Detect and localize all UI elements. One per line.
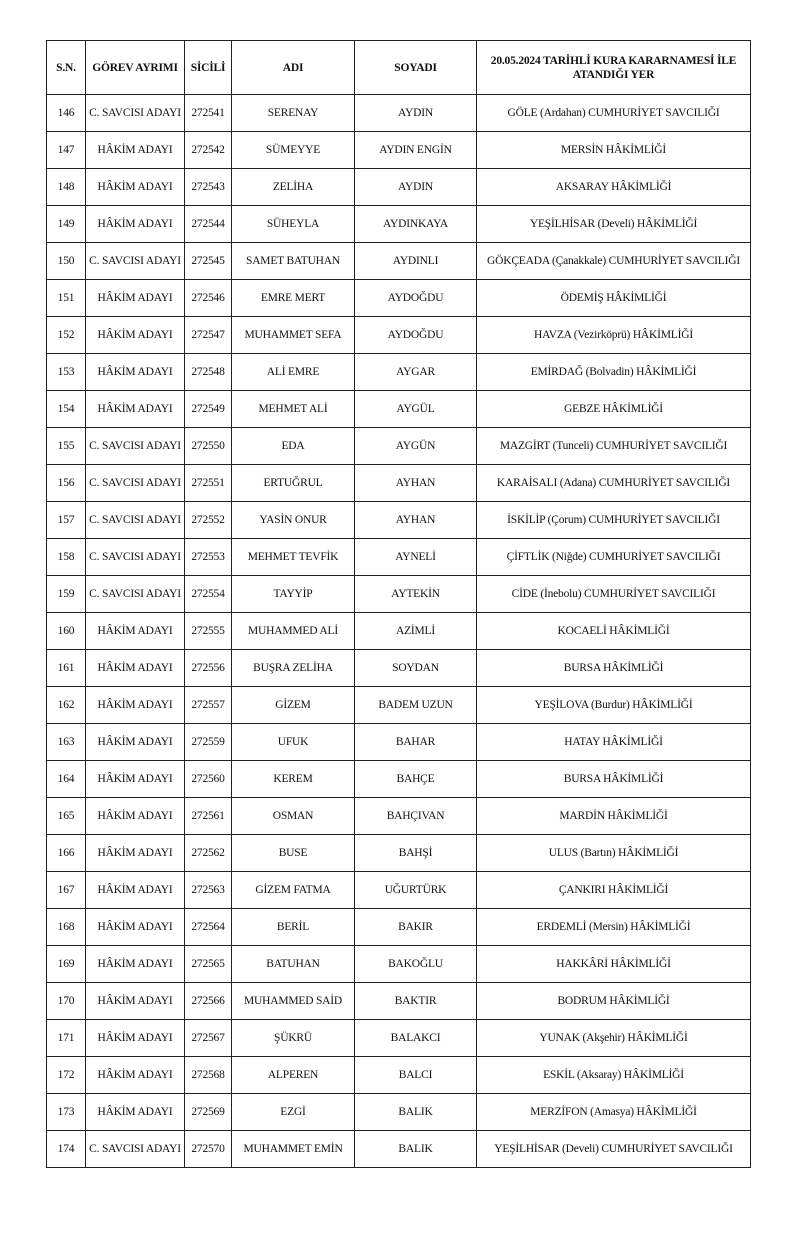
cell-sn: 161 bbox=[47, 650, 86, 687]
cell-sicil: 272546 bbox=[185, 280, 232, 317]
cell-sn: 154 bbox=[47, 391, 86, 428]
cell-gorev: HÂKİM ADAYI bbox=[86, 206, 185, 243]
cell-sicil: 272556 bbox=[185, 650, 232, 687]
cell-adi: SERENAY bbox=[232, 95, 355, 132]
cell-gorev: HÂKİM ADAYI bbox=[86, 835, 185, 872]
cell-yer: BODRUM HÂKİMLİĞİ bbox=[477, 983, 751, 1020]
cell-adi: SÜHEYLA bbox=[232, 206, 355, 243]
table-row bbox=[47, 798, 751, 835]
cell-sicil: 272549 bbox=[185, 391, 232, 428]
table-row bbox=[47, 1020, 751, 1057]
header-adi: ADI bbox=[232, 41, 355, 95]
cell-soyadi: AYDIN bbox=[355, 95, 477, 132]
cell-yer: İSKİLİP (Çorum) CUMHURİYET SAVCILIĞI bbox=[477, 502, 751, 539]
cell-soyadi: AZİMLİ bbox=[355, 613, 477, 650]
table-row bbox=[47, 1057, 751, 1094]
cell-adi: ŞÜKRÜ bbox=[232, 1020, 355, 1057]
cell-sn: 164 bbox=[47, 761, 86, 798]
cell-soyadi: BAHŞİ bbox=[355, 835, 477, 872]
cell-gorev: HÂKİM ADAYI bbox=[86, 317, 185, 354]
appointment-table bbox=[46, 40, 751, 1168]
cell-adi: EDA bbox=[232, 428, 355, 465]
cell-yer: YEŞİLHİSAR (Develi) HÂKİMLİĞİ bbox=[477, 206, 751, 243]
cell-soyadi: BALIK bbox=[355, 1094, 477, 1131]
cell-gorev: HÂKİM ADAYI bbox=[86, 761, 185, 798]
cell-yer: KOCAELİ HÂKİMLİĞİ bbox=[477, 613, 751, 650]
table-row bbox=[47, 465, 751, 502]
table-row bbox=[47, 391, 751, 428]
cell-adi: ERTUĞRUL bbox=[232, 465, 355, 502]
cell-adi: BATUHAN bbox=[232, 946, 355, 983]
cell-soyadi: AYGÜL bbox=[355, 391, 477, 428]
cell-yer: MARDİN HÂKİMLİĞİ bbox=[477, 798, 751, 835]
cell-adi: SAMET BATUHAN bbox=[232, 243, 355, 280]
cell-yer: KARAİSALI (Adana) CUMHURİYET SAVCILIĞI bbox=[477, 465, 751, 502]
cell-sicil: 272552 bbox=[185, 502, 232, 539]
cell-sicil: 272566 bbox=[185, 983, 232, 1020]
table-row bbox=[47, 502, 751, 539]
table-row bbox=[47, 724, 751, 761]
cell-gorev: C. SAVCISI ADAYI bbox=[86, 465, 185, 502]
cell-adi: MEHMET ALİ bbox=[232, 391, 355, 428]
cell-soyadi: BAKTIR bbox=[355, 983, 477, 1020]
cell-soyadi: AYHAN bbox=[355, 502, 477, 539]
cell-adi: TAYYİP bbox=[232, 576, 355, 613]
cell-adi: BERİL bbox=[232, 909, 355, 946]
header-row bbox=[47, 41, 751, 95]
cell-sicil: 272551 bbox=[185, 465, 232, 502]
cell-soyadi: BALCI bbox=[355, 1057, 477, 1094]
cell-sn: 170 bbox=[47, 983, 86, 1020]
cell-adi: BUŞRA ZELİHA bbox=[232, 650, 355, 687]
table-row bbox=[47, 835, 751, 872]
cell-adi: ALİ EMRE bbox=[232, 354, 355, 391]
cell-gorev: HÂKİM ADAYI bbox=[86, 650, 185, 687]
cell-sn: 157 bbox=[47, 502, 86, 539]
cell-sn: 174 bbox=[47, 1131, 86, 1168]
cell-yer: ÇANKIRI HÂKİMLİĞİ bbox=[477, 872, 751, 909]
cell-adi: GİZEM bbox=[232, 687, 355, 724]
cell-yer: ULUS (Bartın) HÂKİMLİĞİ bbox=[477, 835, 751, 872]
cell-sicil: 272542 bbox=[185, 132, 232, 169]
cell-soyadi: BAKOĞLU bbox=[355, 946, 477, 983]
cell-sn: 172 bbox=[47, 1057, 86, 1094]
cell-adi: MUHAMMED ALİ bbox=[232, 613, 355, 650]
table-row bbox=[47, 650, 751, 687]
cell-sn: 153 bbox=[47, 354, 86, 391]
cell-soyadi: AYDOĞDU bbox=[355, 280, 477, 317]
cell-sicil: 272564 bbox=[185, 909, 232, 946]
cell-gorev: HÂKİM ADAYI bbox=[86, 1057, 185, 1094]
cell-sicil: 272541 bbox=[185, 95, 232, 132]
cell-gorev: HÂKİM ADAYI bbox=[86, 132, 185, 169]
cell-sn: 171 bbox=[47, 1020, 86, 1057]
cell-yer: HAVZA (Vezirköprü) HÂKİMLİĞİ bbox=[477, 317, 751, 354]
cell-adi: SÜMEYYE bbox=[232, 132, 355, 169]
header-sicil: SİCİLİ bbox=[185, 41, 232, 95]
cell-sicil: 272554 bbox=[185, 576, 232, 613]
table-row bbox=[47, 983, 751, 1020]
cell-sicil: 272557 bbox=[185, 687, 232, 724]
cell-soyadi: AYDOĞDU bbox=[355, 317, 477, 354]
table-row bbox=[47, 95, 751, 132]
cell-sicil: 272547 bbox=[185, 317, 232, 354]
cell-yer: GEBZE HÂKİMLİĞİ bbox=[477, 391, 751, 428]
table-row bbox=[47, 687, 751, 724]
cell-sn: 158 bbox=[47, 539, 86, 576]
cell-gorev: HÂKİM ADAYI bbox=[86, 798, 185, 835]
cell-gorev: C. SAVCISI ADAYI bbox=[86, 539, 185, 576]
cell-soyadi: AYDINLI bbox=[355, 243, 477, 280]
cell-adi: MUHAMMET EMİN bbox=[232, 1131, 355, 1168]
header-soyadi: SOYADI bbox=[355, 41, 477, 95]
cell-adi: MUHAMMET SEFA bbox=[232, 317, 355, 354]
cell-soyadi: BALAKCI bbox=[355, 1020, 477, 1057]
cell-gorev: HÂKİM ADAYI bbox=[86, 613, 185, 650]
cell-gorev: HÂKİM ADAYI bbox=[86, 354, 185, 391]
cell-sicil: 272548 bbox=[185, 354, 232, 391]
cell-yer: BURSA HÂKİMLİĞİ bbox=[477, 761, 751, 798]
cell-sn: 166 bbox=[47, 835, 86, 872]
cell-yer: YEŞİLHİSAR (Develi) CUMHURİYET SAVCILIĞI bbox=[477, 1131, 751, 1168]
cell-yer: MERSİN HÂKİMLİĞİ bbox=[477, 132, 751, 169]
cell-yer: MERZİFON (Amasya) HÂKİMLİĞİ bbox=[477, 1094, 751, 1131]
cell-sicil: 272561 bbox=[185, 798, 232, 835]
table-row bbox=[47, 280, 751, 317]
cell-sn: 160 bbox=[47, 613, 86, 650]
table-row bbox=[47, 761, 751, 798]
cell-sn: 148 bbox=[47, 169, 86, 206]
table-row bbox=[47, 354, 751, 391]
table-row bbox=[47, 206, 751, 243]
table-header bbox=[47, 41, 751, 95]
cell-soyadi: AYNELİ bbox=[355, 539, 477, 576]
cell-gorev: HÂKİM ADAYI bbox=[86, 1094, 185, 1131]
table-row bbox=[47, 946, 751, 983]
header-yer: 20.05.2024 TARİHLİ KURA KARARNAMESİ İLE ATANDIĞI YER bbox=[477, 41, 751, 95]
cell-yer: BURSA HÂKİMLİĞİ bbox=[477, 650, 751, 687]
cell-sn: 169 bbox=[47, 946, 86, 983]
cell-yer: ÇİFTLİK (Niğde) CUMHURİYET SAVCILIĞI bbox=[477, 539, 751, 576]
cell-yer: YUNAK (Akşehir) HÂKİMLİĞİ bbox=[477, 1020, 751, 1057]
cell-soyadi: UĞURTÜRK bbox=[355, 872, 477, 909]
cell-gorev: C. SAVCISI ADAYI bbox=[86, 1131, 185, 1168]
cell-sicil: 272567 bbox=[185, 1020, 232, 1057]
cell-gorev: HÂKİM ADAYI bbox=[86, 983, 185, 1020]
cell-sn: 149 bbox=[47, 206, 86, 243]
table-body bbox=[47, 95, 751, 1168]
header-gorev: GÖREV AYRIMI bbox=[86, 41, 185, 95]
cell-sn: 146 bbox=[47, 95, 86, 132]
cell-sicil: 272569 bbox=[185, 1094, 232, 1131]
cell-sn: 159 bbox=[47, 576, 86, 613]
cell-adi: YASİN ONUR bbox=[232, 502, 355, 539]
table-row bbox=[47, 872, 751, 909]
cell-sn: 167 bbox=[47, 872, 86, 909]
cell-gorev: HÂKİM ADAYI bbox=[86, 391, 185, 428]
cell-gorev: HÂKİM ADAYI bbox=[86, 169, 185, 206]
cell-soyadi: AYGÜN bbox=[355, 428, 477, 465]
table-row bbox=[47, 576, 751, 613]
table-row bbox=[47, 539, 751, 576]
cell-sn: 162 bbox=[47, 687, 86, 724]
cell-soyadi: BALIK bbox=[355, 1131, 477, 1168]
cell-soyadi: AYTEKİN bbox=[355, 576, 477, 613]
cell-sicil: 272553 bbox=[185, 539, 232, 576]
cell-adi: EZGİ bbox=[232, 1094, 355, 1131]
cell-yer: GÖKÇEADA (Çanakkale) CUMHURİYET SAVCILIĞI bbox=[477, 243, 751, 280]
cell-gorev: HÂKİM ADAYI bbox=[86, 872, 185, 909]
cell-sicil: 272555 bbox=[185, 613, 232, 650]
cell-sicil: 272563 bbox=[185, 872, 232, 909]
cell-sn: 156 bbox=[47, 465, 86, 502]
header-sn: S.N. bbox=[47, 41, 86, 95]
cell-yer: MAZGİRT (Tunceli) CUMHURİYET SAVCILIĞI bbox=[477, 428, 751, 465]
cell-gorev: HÂKİM ADAYI bbox=[86, 280, 185, 317]
cell-yer: ÖDEMİŞ HÂKİMLİĞİ bbox=[477, 280, 751, 317]
table-row bbox=[47, 317, 751, 354]
cell-yer: ESKİL (Aksaray) HÂKİMLİĞİ bbox=[477, 1057, 751, 1094]
cell-adi: GİZEM FATMA bbox=[232, 872, 355, 909]
cell-gorev: HÂKİM ADAYI bbox=[86, 1020, 185, 1057]
cell-sn: 152 bbox=[47, 317, 86, 354]
cell-yer: EMİRDAĞ (Bolvadin) HÂKİMLİĞİ bbox=[477, 354, 751, 391]
cell-adi: OSMAN bbox=[232, 798, 355, 835]
cell-yer: CİDE (İnebolu) CUMHURİYET SAVCILIĞI bbox=[477, 576, 751, 613]
table-row bbox=[47, 1094, 751, 1131]
table-row bbox=[47, 428, 751, 465]
cell-soyadi: AYDINKAYA bbox=[355, 206, 477, 243]
cell-soyadi: AYDIN ENGİN bbox=[355, 132, 477, 169]
cell-sn: 151 bbox=[47, 280, 86, 317]
cell-sn: 168 bbox=[47, 909, 86, 946]
cell-yer: AKSARAY HÂKİMLİĞİ bbox=[477, 169, 751, 206]
cell-adi: ZELİHA bbox=[232, 169, 355, 206]
table-row bbox=[47, 169, 751, 206]
cell-adi: BUSE bbox=[232, 835, 355, 872]
cell-sicil: 272559 bbox=[185, 724, 232, 761]
cell-sicil: 272544 bbox=[185, 206, 232, 243]
cell-gorev: C. SAVCISI ADAYI bbox=[86, 95, 185, 132]
cell-adi: UFUK bbox=[232, 724, 355, 761]
cell-sicil: 272570 bbox=[185, 1131, 232, 1168]
cell-adi: EMRE MERT bbox=[232, 280, 355, 317]
cell-sn: 150 bbox=[47, 243, 86, 280]
cell-gorev: C. SAVCISI ADAYI bbox=[86, 502, 185, 539]
cell-yer: GÖLE (Ardahan) CUMHURİYET SAVCILIĞI bbox=[477, 95, 751, 132]
cell-yer: ERDEMLİ (Mersin) HÂKİMLİĞİ bbox=[477, 909, 751, 946]
cell-gorev: HÂKİM ADAYI bbox=[86, 909, 185, 946]
cell-yer: HATAY HÂKİMLİĞİ bbox=[477, 724, 751, 761]
cell-sicil: 272562 bbox=[185, 835, 232, 872]
table-row bbox=[47, 1131, 751, 1168]
cell-soyadi: BADEM UZUN bbox=[355, 687, 477, 724]
cell-sn: 155 bbox=[47, 428, 86, 465]
cell-sicil: 272568 bbox=[185, 1057, 232, 1094]
cell-sicil: 272560 bbox=[185, 761, 232, 798]
table-row bbox=[47, 909, 751, 946]
cell-sn: 173 bbox=[47, 1094, 86, 1131]
cell-adi: KEREM bbox=[232, 761, 355, 798]
cell-soyadi: BAKIR bbox=[355, 909, 477, 946]
cell-soyadi: SOYDAN bbox=[355, 650, 477, 687]
cell-gorev: C. SAVCISI ADAYI bbox=[86, 576, 185, 613]
cell-soyadi: AYDIN bbox=[355, 169, 477, 206]
table-row bbox=[47, 613, 751, 650]
cell-sicil: 272543 bbox=[185, 169, 232, 206]
cell-adi: MUHAMMED SAİD bbox=[232, 983, 355, 1020]
cell-soyadi: AYGAR bbox=[355, 354, 477, 391]
cell-gorev: C. SAVCISI ADAYI bbox=[86, 243, 185, 280]
cell-gorev: HÂKİM ADAYI bbox=[86, 946, 185, 983]
cell-gorev: C. SAVCISI ADAYI bbox=[86, 428, 185, 465]
cell-sicil: 272545 bbox=[185, 243, 232, 280]
cell-yer: YEŞİLOVA (Burdur) HÂKİMLİĞİ bbox=[477, 687, 751, 724]
cell-adi: MEHMET TEVFİK bbox=[232, 539, 355, 576]
cell-gorev: HÂKİM ADAYI bbox=[86, 687, 185, 724]
cell-soyadi: AYHAN bbox=[355, 465, 477, 502]
table-row bbox=[47, 243, 751, 280]
cell-soyadi: BAHÇE bbox=[355, 761, 477, 798]
cell-adi: ALPEREN bbox=[232, 1057, 355, 1094]
cell-gorev: HÂKİM ADAYI bbox=[86, 724, 185, 761]
cell-yer: HAKKÂRİ HÂKİMLİĞİ bbox=[477, 946, 751, 983]
cell-soyadi: BAHAR bbox=[355, 724, 477, 761]
cell-sicil: 272565 bbox=[185, 946, 232, 983]
table-row bbox=[47, 132, 751, 169]
cell-sn: 165 bbox=[47, 798, 86, 835]
cell-sn: 163 bbox=[47, 724, 86, 761]
cell-soyadi: BAHÇIVAN bbox=[355, 798, 477, 835]
cell-sn: 147 bbox=[47, 132, 86, 169]
cell-sicil: 272550 bbox=[185, 428, 232, 465]
